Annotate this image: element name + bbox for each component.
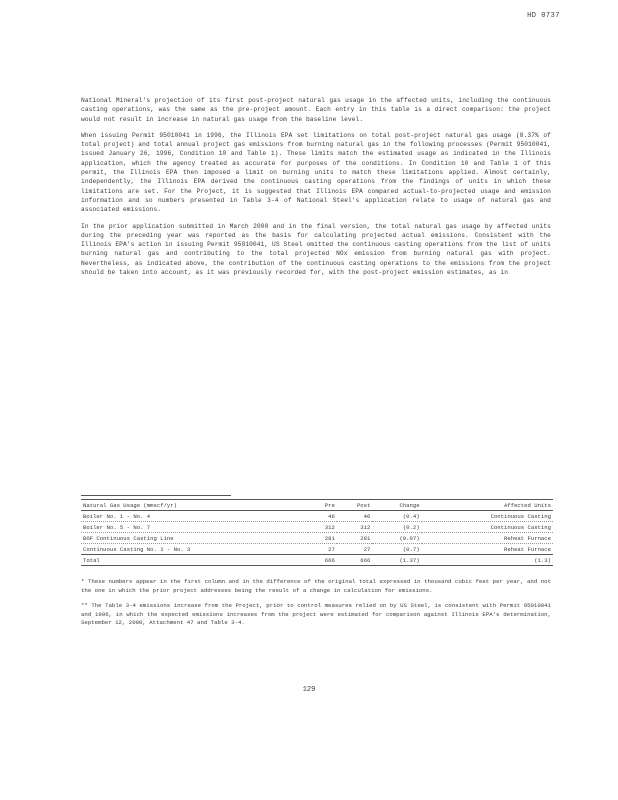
table-cell: Continuous Casting <box>490 523 551 531</box>
table-cell: (0.4) <box>402 512 420 520</box>
header-cell: Pre <box>324 501 335 509</box>
table-cell: (1.37) <box>372 555 421 566</box>
paragraph-3: In the prior application submitted in March 2000 and in the final version, the total natural gas usage by affected units during the preceding year was reported as the basis for calculating projected actual emissions. Consistent with the Illinois EPA's action in issuing Permit 95010041, US Steel omitted the continuous casting operations from the list of units burning natural gas and contributing to the total projected NOx emission from burning natural gas with project. Nevertheless, as indicated above, the contribution of the continuous casting operations to the emissions from the project should be taken into account, as it was previously recorded for, with the post-project emission estimates, as in <box>81 222 551 277</box>
table-total-row <box>81 555 553 566</box>
header-cell: Natural Gas Usage (mmscf/yr) <box>83 501 177 509</box>
table-cell: Continuous Casting <box>490 512 551 520</box>
table-cell: 27 <box>328 545 335 553</box>
gas-usage-table <box>81 499 553 566</box>
body-text <box>81 96 551 284</box>
table-cell: 666 <box>308 555 337 566</box>
table-cell: Total <box>81 555 308 566</box>
table-cell: 666 <box>337 555 373 566</box>
table-cell: 281 <box>360 534 371 542</box>
table-cell: (1.3) <box>422 555 553 566</box>
table-row <box>81 511 553 522</box>
table-cell: Reheat Furnace <box>504 545 551 553</box>
table-header-row <box>81 500 553 511</box>
table-cell: 312 <box>360 523 371 531</box>
paragraph-1: National Mineral's projection of its first post-project natural gas usage in the affected units, including the continuous casting operations, was the same as the pre-project amount. Each entry in this table is a direct comparison: the project would not result in increase in natural gas usage from the baseline level. <box>81 97 551 123</box>
table-cell: Reheat Furnace <box>504 534 551 542</box>
paragraph-2: When issuing Permit 95010041 in 1996, the Illinois EPA set limitations on total post-project natural gas usage (8.37% of total project) and total annual project gas emissions from burning natural gas in the following processes (Permit 95010041, issued January 26, 1996, Condition 10 and Table 1). These limits match the estimated usage as indicated in the Illinois application, which the agency treated as accurate for purposes of the conditions. In Condition 10 and Table 1 of this permit, the Illinois EPA then imposed a limit on burning units to match these limitations applied. Almost certainly, independently, the Illinois EPA derived the continuous casting operations from the findings of units in which these limitations are set. For the Project, it is suggested that Illinois EPA compared actual-to-projected usage and emission information and so numbers presented in Table 3-4 of National Steel's application relate to usage of natural gas and associated emissions. <box>81 131 551 214</box>
table-cell: BOF Continuous Casting Line <box>83 534 174 542</box>
table-cell: (0.7) <box>402 545 420 553</box>
table-row <box>81 533 553 544</box>
footnote-1: * These numbers appear in the first column and in the difference of the original total expressed in thousand cubic feet per year, and not the one in which the prior project addresses being the result of a change in calculation for emissions. <box>81 578 551 594</box>
table-cell: (0.2) <box>402 523 420 531</box>
table-cell: Boiler No. 5 - No. 7 <box>83 523 151 531</box>
table-top-rule <box>81 495 231 496</box>
emissions-table-section <box>81 495 553 566</box>
table-cell: 46 <box>328 512 335 520</box>
table-cell: Continuous Casting No. 1 - No. 3 <box>83 545 191 553</box>
table-cell: 281 <box>324 534 335 542</box>
table-row <box>81 522 553 533</box>
table-cell: Boiler No. 1 - No. 4 <box>83 512 151 520</box>
header-cell: Change <box>399 501 420 509</box>
footnotes <box>81 578 551 635</box>
page-id: HD 0737 <box>527 12 560 20</box>
header-cell: Affected Units <box>504 501 551 509</box>
table-cell: 312 <box>324 523 335 531</box>
footnote-2: ** The Table 3-4 emissions increase from the Project, prior to control measures relied on by US Steel, is consistent with Permit 95010041 and 1996, in which the expected emissions increases from the project were estimated for comparison against Illinois EPA's determination, September 12, 2000, Attachment 47 and Table 3-4. <box>81 602 551 627</box>
table-row <box>81 544 553 555</box>
header-cell: Post <box>356 501 371 509</box>
page-number: 129 <box>302 686 316 694</box>
table-cell: (0.07) <box>399 534 420 542</box>
table-cell: 27 <box>363 545 371 553</box>
table-cell: 46 <box>363 512 371 520</box>
